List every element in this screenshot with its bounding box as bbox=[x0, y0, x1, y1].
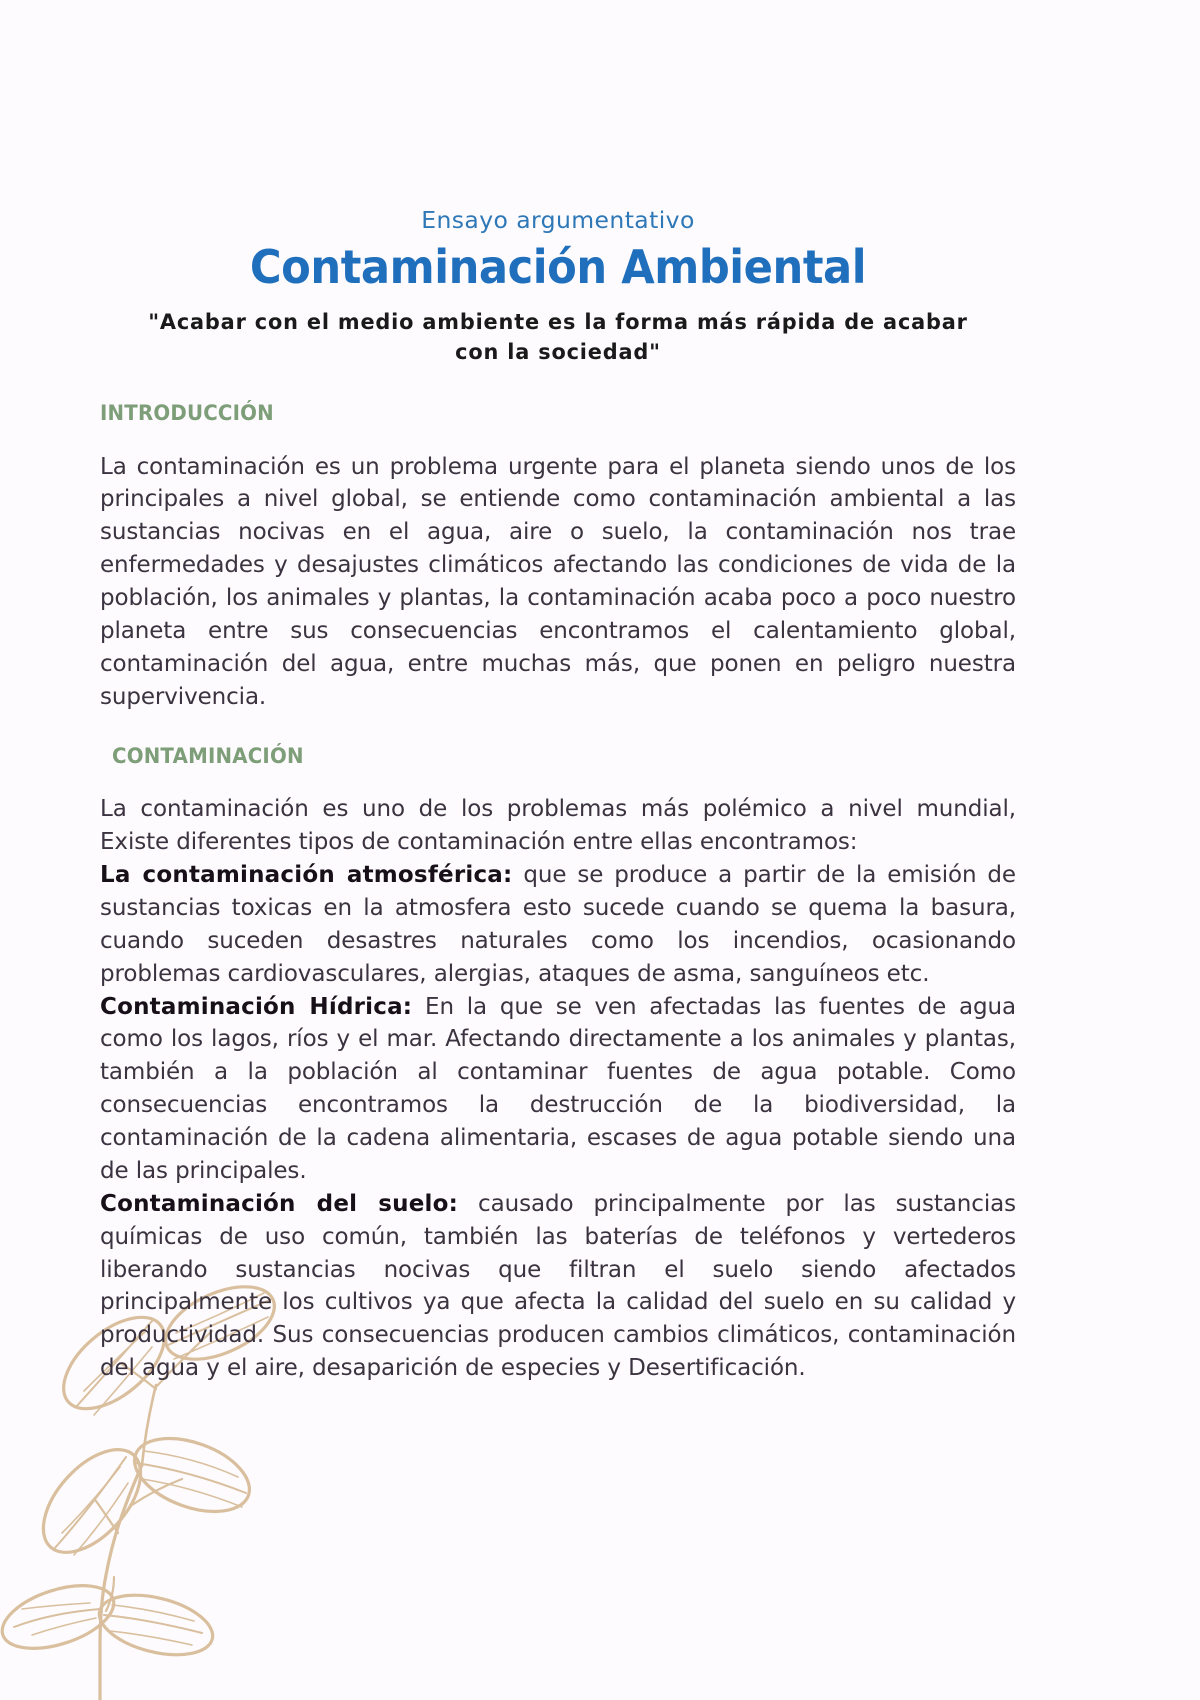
document-subtitle-quote: "Acabar con el medio ambiente es la forma más rápida de acabar con la sociedad" bbox=[148, 309, 968, 366]
paragraph-contaminacion-intro bbox=[100, 769, 1016, 859]
paragraph-introduccion: La contaminación es un problema urgente para el planeta siendo unos de los principales a nivel global, se entiende como contaminación ambiental a las sustancias nocivas en el agua, aire o suelo, la contaminación nos trae enfermedades y desajustes climáticos afectando las condiciones de vida de la población, los animales y plantas, la contaminación acaba poco a poco nuestro planeta entre sus consecuencias encontramos el calentamiento global, contaminación del agua, entre muchas más, que ponen en peligro nuestra supervivencia. bbox=[100, 453, 1016, 710]
paragraph-lead-in-suelo: Contaminación del suelo: bbox=[100, 1190, 458, 1217]
paragraph-contaminacion-atmosferica bbox=[100, 859, 1016, 991]
paragraph-lead-in-atmosferica: La contaminación atmosférica: bbox=[100, 862, 513, 889]
paragraph-body-hidrica: En la que se ven afectadas las fuentes de agua como los lagos, ríos y el mar. Afectando directamente a los animales y plantas, también a la población al contaminar fuentes de agua potable. Como consecuencias encontramos la destrucción de la biodiversidad, la contaminación de la cadena alimentaria, escases de agua potable siendo una de las principales. bbox=[100, 993, 1016, 1184]
paragraph-body-suelo: causado principalmente por las sustancias químicas de uso común, también las baterías de teléfonos y vertederos liberando sustancias nocivas que filtran el suelo siendo afectados principalmente los cultivos ya que afecta la calidad del suelo en su calidad y productividad. Sus consecuencias producen cambios climáticos, contaminación del agua y el aire, desaparición de especies y Desertificación. bbox=[100, 1190, 1016, 1382]
paragraph-body: La contaminación es uno de los problemas más polémico a nivel mundial, Existe diferentes tipos de contaminación entre ellas encontramos: bbox=[100, 796, 1016, 856]
paragraph-contaminacion-hidrica bbox=[100, 991, 1016, 1188]
document-content bbox=[100, 0, 1016, 1385]
document-eyebrow: Ensayo argumentativo bbox=[421, 206, 695, 234]
page-title: Contaminación Ambiental bbox=[249, 240, 867, 295]
paragraph-contaminacion-suelo bbox=[100, 1188, 1016, 1385]
paragraph-body-atmosferica: que se produce a partir de la emisión de sustancias toxicas en la atmosfera esto sucede cuando se quema la basura, cuando suceden desastres naturales como los incendios, ocasionando problemas cardiovasculares, alergias, ataques de asma, sanguíneos etc. bbox=[100, 862, 1016, 987]
paragraph-lead-in-hidrica: Contaminación Hídrica: bbox=[100, 993, 413, 1020]
section-heading-introduccion: INTRODUCCIÓN bbox=[100, 400, 274, 426]
section-heading-contaminacion: CONTAMINACIÓN bbox=[112, 743, 304, 769]
